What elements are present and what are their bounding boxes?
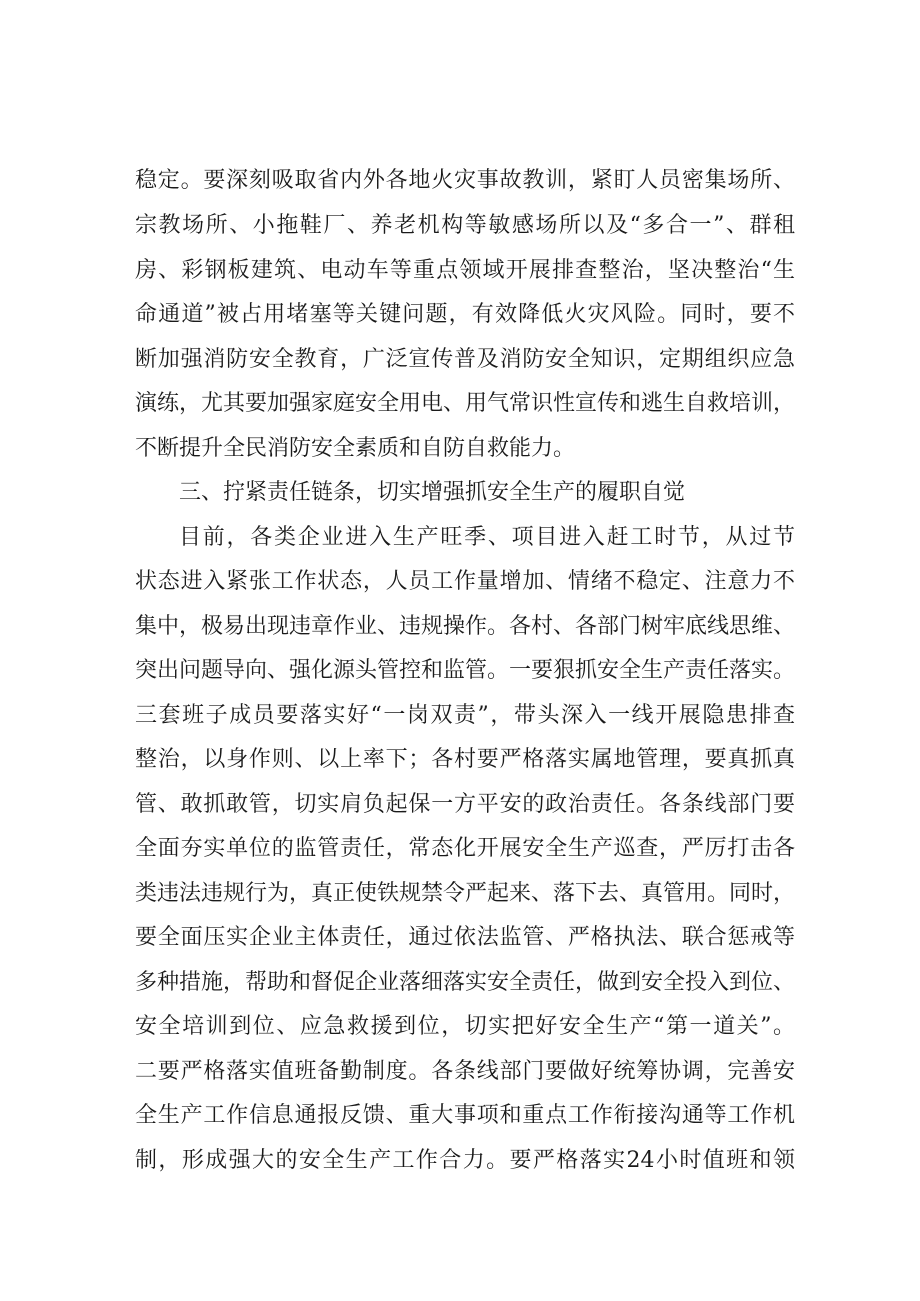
text-line: 安全培训到位、应急救援到位，切实把好安全生产“第一道关”。 — [135, 1014, 795, 1039]
text-line: 房、彩钢板建筑、电动车等重点领域开展排查整治，坚决整治“生 — [135, 258, 795, 283]
text-line: 要全面压实企业主体责任，通过依法监管、严格执法、联合惩戒等 — [135, 925, 795, 950]
text-line: 突出问题导向、强化源头管控和监管。一要狠抓安全生产责任落实。 — [135, 658, 796, 683]
text-line: 二要严格落实值班备勤制度。各条线部门要做好统筹协调，完善安 — [135, 1059, 795, 1084]
text-line: 全面夯实单位的监管责任，常态化开展安全生产巡查，严厉打击各 — [135, 836, 795, 861]
text-line: 三套班子成员要落实好“一岗双责”，带头深入一线开展隐患排查 — [135, 703, 795, 728]
text-line: 全生产工作信息通报反馈、重大事项和重点工作衔接沟通等工作机 — [135, 1103, 795, 1128]
text-line: 不断提升全民消防安全素质和自防自救能力。 — [135, 436, 576, 461]
text-line: 状态进入紧张工作状态，人员工作量增加、情绪不稳定、注意力不 — [135, 569, 795, 594]
text-line: 制，形成强大的安全生产工作合力。要严格落实24小时值班和领 — [135, 1148, 795, 1173]
text-line: 目前，各类企业进入生产旺季、项目进入赶工时节，从过节 — [179, 525, 795, 550]
text-line: 宗教场所、小拖鞋厂、养老机构等敏感场所以及“多合一”、群租 — [135, 213, 795, 238]
text-line: 命通道”被占用堵塞等关键问题，有效降低火灾风险。同时，要不 — [135, 302, 795, 327]
section-heading: 三、拧紧责任链条，切实增强抓安全生产的履职自觉 — [179, 480, 686, 505]
text-line: 多种措施，帮助和督促企业落细落实安全责任，做到安全投入到位、 — [135, 970, 796, 995]
text-line: 演练，尤其要加强家庭安全用电、用气常识性宣传和逃生自救培训， — [135, 391, 796, 416]
text-line: 整治，以身作则、以上率下；各村要严格落实属地管理，要真抓真 — [135, 747, 795, 772]
text-line: 稳定。要深刻吸取省内外各地火灾事故教训，紧盯人员密集场所、 — [135, 168, 795, 193]
text-line: 断加强消防安全教育，广泛宣传普及消防安全知识，定期组织应急 — [135, 347, 795, 372]
text-line: 管、敢抓敢管，切实肩负起保一方平安的政治责任。各条线部门要 — [135, 792, 795, 817]
text-line: 类违法违规行为，真正使铁规禁令严起来、落下去、真管用。同时， — [135, 881, 796, 906]
text-line: 集中，极易出现违章作业、违规操作。各村、各部门树牢底线思维、 — [135, 614, 796, 639]
